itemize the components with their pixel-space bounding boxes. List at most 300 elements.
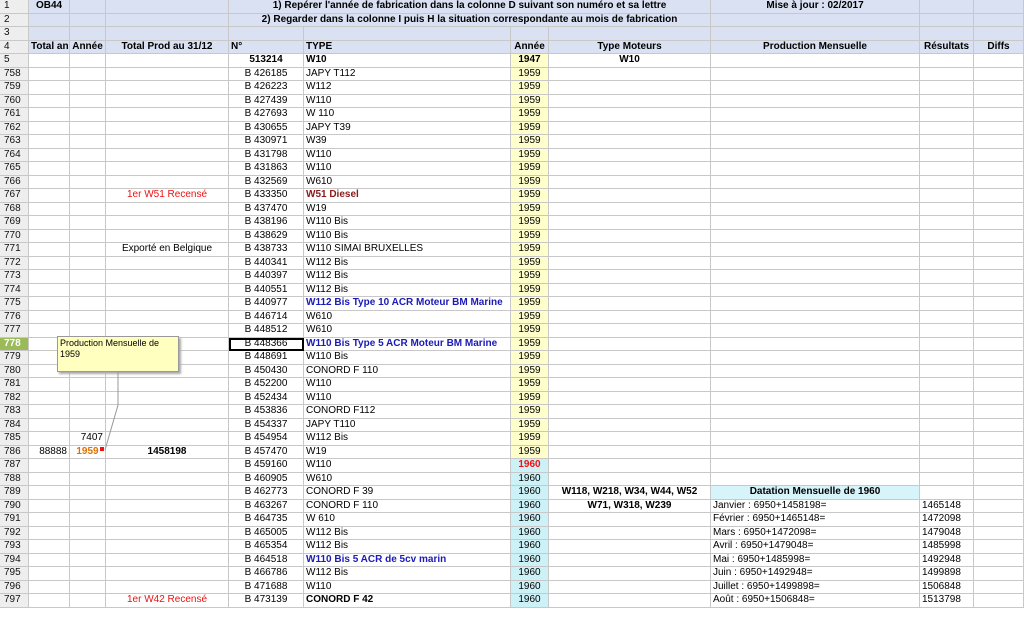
number-cell[interactable]: B 446714 bbox=[229, 311, 304, 325]
result-cell[interactable]: 1506848 bbox=[920, 581, 974, 595]
result-cell[interactable] bbox=[920, 324, 974, 338]
year-total-cell[interactable] bbox=[70, 149, 106, 163]
diff-cell[interactable] bbox=[974, 338, 1024, 352]
year-total-cell[interactable] bbox=[70, 567, 106, 581]
total-prod-cell[interactable] bbox=[106, 162, 229, 176]
row-header[interactable]: 781 bbox=[0, 378, 29, 392]
type-cell[interactable]: W112 Bis bbox=[304, 270, 511, 284]
total-year-cell[interactable] bbox=[29, 122, 70, 136]
number-cell[interactable]: B 426223 bbox=[229, 81, 304, 95]
type-cell[interactable]: W112 Bis bbox=[304, 432, 511, 446]
year-cell[interactable]: 1960 bbox=[511, 554, 549, 568]
year-cell[interactable]: 1959 bbox=[511, 365, 549, 379]
diff-cell[interactable] bbox=[974, 257, 1024, 271]
year-cell[interactable]: 1959 bbox=[511, 230, 549, 244]
engine-type-cell[interactable] bbox=[549, 392, 711, 406]
year-cell[interactable]: 1959 bbox=[511, 68, 549, 82]
result-cell[interactable]: 1472098 bbox=[920, 513, 974, 527]
diff-cell[interactable] bbox=[974, 554, 1024, 568]
total-year-cell[interactable] bbox=[29, 392, 70, 406]
row-header[interactable]: 779 bbox=[0, 351, 29, 365]
type-cell[interactable]: W112 Bis bbox=[304, 567, 511, 581]
engine-type-cell[interactable] bbox=[549, 405, 711, 419]
year-cell[interactable]: 1959 bbox=[511, 405, 549, 419]
year-total-cell[interactable] bbox=[70, 203, 106, 217]
monthly-production-cell[interactable]: Datation Mensuelle de 1960 bbox=[711, 486, 920, 500]
engine-type-cell[interactable] bbox=[549, 351, 711, 365]
number-cell[interactable]: B 460905 bbox=[229, 473, 304, 487]
row-header[interactable]: 773 bbox=[0, 270, 29, 284]
cell[interactable] bbox=[549, 27, 711, 41]
row-header[interactable]: 4 bbox=[0, 41, 29, 55]
engine-type-cell[interactable] bbox=[549, 527, 711, 541]
total-year-cell[interactable] bbox=[29, 540, 70, 554]
year-total-cell[interactable] bbox=[70, 270, 106, 284]
total-year-cell[interactable] bbox=[29, 135, 70, 149]
engine-type-cell[interactable] bbox=[549, 230, 711, 244]
year-total-cell[interactable] bbox=[70, 459, 106, 473]
year-total-cell[interactable] bbox=[70, 513, 106, 527]
engine-type-cell[interactable]: W71, W318, W239 bbox=[549, 500, 711, 514]
total-year-cell[interactable]: 88888 bbox=[29, 446, 70, 460]
total-prod-cell[interactable] bbox=[106, 419, 229, 433]
type-cell[interactable]: W110 bbox=[304, 378, 511, 392]
total-year-cell[interactable] bbox=[29, 554, 70, 568]
row-header[interactable]: 763 bbox=[0, 135, 29, 149]
diff-cell[interactable] bbox=[974, 378, 1024, 392]
monthly-production-cell[interactable] bbox=[711, 419, 920, 433]
diff-cell[interactable] bbox=[974, 270, 1024, 284]
year-cell[interactable]: 1960 bbox=[511, 513, 549, 527]
result-cell[interactable] bbox=[920, 392, 974, 406]
type-cell[interactable]: W110 SIMAI BRUXELLES bbox=[304, 243, 511, 257]
column-header[interactable]: Résultats bbox=[920, 41, 974, 55]
diff-cell[interactable] bbox=[974, 500, 1024, 514]
diff-cell[interactable] bbox=[974, 486, 1024, 500]
engine-type-cell[interactable] bbox=[549, 149, 711, 163]
diff-cell[interactable] bbox=[974, 81, 1024, 95]
row-header[interactable]: 796 bbox=[0, 581, 29, 595]
type-cell[interactable]: W112 Bis bbox=[304, 257, 511, 271]
cell[interactable] bbox=[29, 27, 70, 41]
monthly-production-cell[interactable]: Juin : 6950+1492948= bbox=[711, 567, 920, 581]
diff-cell[interactable] bbox=[974, 567, 1024, 581]
engine-type-cell[interactable] bbox=[549, 176, 711, 190]
total-year-cell[interactable] bbox=[29, 432, 70, 446]
monthly-production-cell[interactable] bbox=[711, 459, 920, 473]
year-cell[interactable]: 1959 bbox=[511, 203, 549, 217]
row-header[interactable]: 785 bbox=[0, 432, 29, 446]
type-cell[interactable]: W110 Bis bbox=[304, 216, 511, 230]
column-header[interactable]: Diffs bbox=[974, 41, 1024, 55]
number-cell[interactable]: B 463267 bbox=[229, 500, 304, 514]
type-cell[interactable]: W112 Bis Type 10 ACR Moteur BM Marine bbox=[304, 297, 511, 311]
row-header[interactable]: 2 bbox=[0, 14, 29, 28]
result-cell[interactable] bbox=[920, 108, 974, 122]
total-prod-cell[interactable] bbox=[106, 270, 229, 284]
type-cell[interactable]: W610 bbox=[304, 324, 511, 338]
year-cell[interactable]: 1959 bbox=[511, 189, 549, 203]
type-cell[interactable]: W19 bbox=[304, 446, 511, 460]
number-cell[interactable]: B 427439 bbox=[229, 95, 304, 109]
row-header[interactable]: 5 bbox=[0, 54, 29, 68]
total-prod-cell[interactable] bbox=[106, 378, 229, 392]
year-cell[interactable]: 1959 bbox=[511, 162, 549, 176]
row-header[interactable]: 792 bbox=[0, 527, 29, 541]
number-cell[interactable]: B 440551 bbox=[229, 284, 304, 298]
number-cell[interactable]: B 426185 bbox=[229, 68, 304, 82]
year-total-cell[interactable] bbox=[70, 540, 106, 554]
note-cell[interactable]: Exporté en Belgique bbox=[106, 243, 229, 257]
monthly-production-cell[interactable] bbox=[711, 432, 920, 446]
total-year-cell[interactable] bbox=[29, 459, 70, 473]
result-cell[interactable] bbox=[920, 284, 974, 298]
number-cell[interactable]: B 440977 bbox=[229, 297, 304, 311]
type-cell[interactable]: W610 bbox=[304, 176, 511, 190]
total-year-cell[interactable] bbox=[29, 257, 70, 271]
sheet-id-cell[interactable]: OB44 bbox=[29, 0, 70, 14]
total-prod-cell[interactable] bbox=[106, 459, 229, 473]
total-year-cell[interactable] bbox=[29, 216, 70, 230]
total-prod-cell[interactable] bbox=[106, 176, 229, 190]
total-year-cell[interactable] bbox=[29, 513, 70, 527]
row-header[interactable]: 768 bbox=[0, 203, 29, 217]
year-total-cell[interactable] bbox=[70, 500, 106, 514]
total-year-cell[interactable] bbox=[29, 378, 70, 392]
total-year-cell[interactable] bbox=[29, 149, 70, 163]
year-cell[interactable]: 1959 bbox=[511, 81, 549, 95]
diff-cell[interactable] bbox=[974, 365, 1024, 379]
monthly-production-cell[interactable] bbox=[711, 95, 920, 109]
column-header[interactable]: Année bbox=[511, 41, 549, 55]
diff-cell[interactable] bbox=[974, 446, 1024, 460]
result-cell[interactable] bbox=[920, 311, 974, 325]
total-prod-cell[interactable] bbox=[106, 135, 229, 149]
result-cell[interactable] bbox=[920, 68, 974, 82]
monthly-production-cell[interactable] bbox=[711, 176, 920, 190]
number-cell[interactable]: B 457470 bbox=[229, 446, 304, 460]
result-cell[interactable] bbox=[920, 446, 974, 460]
number-cell[interactable]: B 473139 bbox=[229, 594, 304, 608]
year-cell[interactable]: 1960 bbox=[511, 473, 549, 487]
column-header[interactable]: Production Mensuelle bbox=[711, 41, 920, 55]
diff-cell[interactable] bbox=[974, 176, 1024, 190]
monthly-production-cell[interactable] bbox=[711, 392, 920, 406]
cell[interactable] bbox=[711, 27, 920, 41]
year-cell[interactable]: 1959 bbox=[511, 257, 549, 271]
year-cell[interactable]: 1959 bbox=[511, 392, 549, 406]
year-cell[interactable]: 1959 bbox=[511, 284, 549, 298]
type-cell[interactable]: CONORD F 110 bbox=[304, 365, 511, 379]
total-year-cell[interactable] bbox=[29, 108, 70, 122]
result-cell[interactable] bbox=[920, 486, 974, 500]
column-header[interactable]: Année bbox=[70, 41, 106, 55]
row-header[interactable]: 778 bbox=[0, 338, 29, 352]
engine-type-cell[interactable] bbox=[549, 162, 711, 176]
result-cell[interactable] bbox=[920, 189, 974, 203]
monthly-production-cell[interactable] bbox=[711, 135, 920, 149]
monthly-production-cell[interactable]: Juillet : 6950+1499898= bbox=[711, 581, 920, 595]
diff-cell[interactable] bbox=[974, 95, 1024, 109]
total-prod-cell[interactable] bbox=[106, 95, 229, 109]
type-cell[interactable]: W610 bbox=[304, 473, 511, 487]
row-header[interactable]: 759 bbox=[0, 81, 29, 95]
engine-type-cell[interactable] bbox=[549, 432, 711, 446]
type-cell[interactable]: W112 Bis bbox=[304, 540, 511, 554]
year-total-cell[interactable]: 7407 bbox=[70, 432, 106, 446]
cell[interactable] bbox=[29, 14, 70, 28]
monthly-production-cell[interactable] bbox=[711, 297, 920, 311]
engine-type-cell[interactable] bbox=[549, 324, 711, 338]
year-total-cell[interactable] bbox=[70, 95, 106, 109]
row-header[interactable]: 774 bbox=[0, 284, 29, 298]
engine-type-cell[interactable] bbox=[549, 513, 711, 527]
result-cell[interactable] bbox=[920, 351, 974, 365]
total-prod-cell[interactable] bbox=[106, 432, 229, 446]
row-header[interactable]: 788 bbox=[0, 473, 29, 487]
row-header[interactable]: 791 bbox=[0, 513, 29, 527]
row-header[interactable]: 782 bbox=[0, 392, 29, 406]
total-year-cell[interactable] bbox=[29, 189, 70, 203]
number-cell[interactable]: B 465354 bbox=[229, 540, 304, 554]
number-cell[interactable]: B 438196 bbox=[229, 216, 304, 230]
type-cell[interactable]: W110 bbox=[304, 162, 511, 176]
year-cell[interactable]: 1947 bbox=[511, 54, 549, 68]
year-cell[interactable]: 1959 bbox=[511, 122, 549, 136]
diff-cell[interactable] bbox=[974, 203, 1024, 217]
monthly-production-cell[interactable] bbox=[711, 189, 920, 203]
monthly-production-cell[interactable] bbox=[711, 324, 920, 338]
instruction-line-1[interactable]: 1) Repérer l'année de fabrication dans la colonne D suivant son numéro et sa lettre bbox=[229, 0, 711, 14]
cell[interactable] bbox=[70, 14, 106, 28]
year-cell[interactable]: 1959 bbox=[511, 378, 549, 392]
number-cell[interactable]: B 431798 bbox=[229, 149, 304, 163]
engine-type-cell[interactable] bbox=[549, 311, 711, 325]
diff-cell[interactable] bbox=[974, 311, 1024, 325]
monthly-production-cell[interactable] bbox=[711, 203, 920, 217]
monthly-production-cell[interactable] bbox=[711, 149, 920, 163]
type-cell[interactable]: W19 bbox=[304, 203, 511, 217]
result-cell[interactable] bbox=[920, 95, 974, 109]
year-total-cell[interactable] bbox=[70, 81, 106, 95]
number-cell[interactable]: B 437470 bbox=[229, 203, 304, 217]
type-cell[interactable]: W610 bbox=[304, 311, 511, 325]
total-prod-cell[interactable] bbox=[106, 81, 229, 95]
total-year-cell[interactable] bbox=[29, 95, 70, 109]
cell[interactable] bbox=[106, 27, 229, 41]
monthly-production-cell[interactable] bbox=[711, 68, 920, 82]
column-header[interactable]: Total an bbox=[29, 41, 70, 55]
monthly-production-cell[interactable] bbox=[711, 405, 920, 419]
year-total-cell[interactable] bbox=[70, 554, 106, 568]
year-total-cell[interactable] bbox=[70, 311, 106, 325]
type-cell[interactable]: CONORD F 110 bbox=[304, 500, 511, 514]
number-cell[interactable]: B 453836 bbox=[229, 405, 304, 419]
cell[interactable] bbox=[920, 27, 974, 41]
row-header[interactable]: 784 bbox=[0, 419, 29, 433]
total-prod-cell[interactable] bbox=[106, 513, 229, 527]
monthly-production-cell[interactable] bbox=[711, 257, 920, 271]
number-cell[interactable]: B 452200 bbox=[229, 378, 304, 392]
monthly-production-cell[interactable]: Août : 6950+1506848= bbox=[711, 594, 920, 608]
year-total-cell[interactable] bbox=[70, 486, 106, 500]
monthly-production-cell[interactable] bbox=[711, 338, 920, 352]
row-header[interactable]: 789 bbox=[0, 486, 29, 500]
number-cell[interactable]: B 427693 bbox=[229, 108, 304, 122]
year-total-cell[interactable] bbox=[70, 257, 106, 271]
total-year-cell[interactable] bbox=[29, 419, 70, 433]
diff-cell[interactable] bbox=[974, 230, 1024, 244]
year-cell[interactable]: 1959 bbox=[511, 311, 549, 325]
type-cell[interactable]: JAPY T39 bbox=[304, 122, 511, 136]
type-cell[interactable]: W110 Bis 5 ACR de 5cv marin bbox=[304, 554, 511, 568]
result-cell[interactable]: 1513798 bbox=[920, 594, 974, 608]
monthly-production-cell[interactable] bbox=[711, 284, 920, 298]
engine-type-cell[interactable] bbox=[549, 338, 711, 352]
total-year-cell[interactable] bbox=[29, 203, 70, 217]
diff-cell[interactable] bbox=[974, 459, 1024, 473]
year-cell[interactable]: 1959 bbox=[511, 351, 549, 365]
total-prod-cell[interactable] bbox=[106, 257, 229, 271]
row-header[interactable]: 780 bbox=[0, 365, 29, 379]
cell[interactable] bbox=[974, 27, 1024, 41]
row-header[interactable]: 777 bbox=[0, 324, 29, 338]
monthly-production-cell[interactable] bbox=[711, 270, 920, 284]
note-cell[interactable]: 1er W51 Recensé bbox=[106, 189, 229, 203]
cell[interactable] bbox=[974, 54, 1024, 68]
engine-type-cell[interactable] bbox=[549, 554, 711, 568]
total-year-cell[interactable] bbox=[29, 81, 70, 95]
total-year-cell[interactable] bbox=[29, 270, 70, 284]
diff-cell[interactable] bbox=[974, 540, 1024, 554]
cell[interactable] bbox=[304, 27, 511, 41]
row-header[interactable]: 769 bbox=[0, 216, 29, 230]
year-cell[interactable]: 1959 bbox=[511, 419, 549, 433]
engine-type-cell[interactable] bbox=[549, 419, 711, 433]
monthly-production-cell[interactable]: Mai : 6950+1485998= bbox=[711, 554, 920, 568]
result-cell[interactable] bbox=[920, 81, 974, 95]
engine-type-cell[interactable] bbox=[549, 68, 711, 82]
total-prod-cell[interactable] bbox=[106, 297, 229, 311]
number-cell[interactable]: B 462773 bbox=[229, 486, 304, 500]
monthly-production-cell[interactable]: Mars : 6950+1472098= bbox=[711, 527, 920, 541]
total-prod-cell[interactable] bbox=[106, 216, 229, 230]
number-cell[interactable]: B 440397 bbox=[229, 270, 304, 284]
engine-type-cell[interactable] bbox=[549, 594, 711, 608]
total-prod-cell[interactable] bbox=[106, 122, 229, 136]
year-total-cell[interactable] bbox=[70, 189, 106, 203]
result-cell[interactable] bbox=[920, 459, 974, 473]
year-total-cell[interactable] bbox=[70, 243, 106, 257]
result-cell[interactable] bbox=[920, 405, 974, 419]
total-prod-cell[interactable] bbox=[106, 284, 229, 298]
number-cell[interactable]: B 454337 bbox=[229, 419, 304, 433]
year-cell[interactable]: 1959 bbox=[511, 135, 549, 149]
monthly-production-cell[interactable] bbox=[711, 365, 920, 379]
result-cell[interactable] bbox=[920, 135, 974, 149]
year-total-cell[interactable] bbox=[70, 581, 106, 595]
type-cell[interactable]: W110 bbox=[304, 392, 511, 406]
number-cell[interactable]: B 440341 bbox=[229, 257, 304, 271]
number-cell[interactable]: B 459160 bbox=[229, 459, 304, 473]
engine-type-cell[interactable] bbox=[549, 216, 711, 230]
number-cell[interactable]: B 438733 bbox=[229, 243, 304, 257]
type-cell[interactable]: W112 Bis bbox=[304, 527, 511, 541]
cell[interactable] bbox=[920, 0, 974, 14]
type-cell[interactable]: W110 bbox=[304, 459, 511, 473]
number-cell[interactable]: B 448366 bbox=[229, 338, 304, 352]
engine-type-cell[interactable] bbox=[549, 270, 711, 284]
row-header[interactable]: 794 bbox=[0, 554, 29, 568]
instruction-line-2[interactable]: 2) Regarder dans la colonne I puis H la situation correspondante au mois de fabrication bbox=[229, 14, 711, 28]
total-prod-cell[interactable] bbox=[106, 311, 229, 325]
total-prod-cell[interactable] bbox=[106, 486, 229, 500]
monthly-production-cell[interactable]: Janvier : 6950+1458198= bbox=[711, 500, 920, 514]
year-total-cell[interactable] bbox=[70, 108, 106, 122]
engine-type-cell[interactable] bbox=[549, 257, 711, 271]
result-cell[interactable] bbox=[920, 203, 974, 217]
number-cell[interactable]: B 471688 bbox=[229, 581, 304, 595]
type-cell[interactable]: CONORD F112 bbox=[304, 405, 511, 419]
diff-cell[interactable] bbox=[974, 473, 1024, 487]
diff-cell[interactable] bbox=[974, 122, 1024, 136]
result-cell[interactable]: 1485998 bbox=[920, 540, 974, 554]
column-header[interactable]: TYPE bbox=[304, 41, 511, 55]
result-cell[interactable] bbox=[920, 419, 974, 433]
year-total-cell[interactable] bbox=[70, 135, 106, 149]
year-cell[interactable]: 1959 bbox=[511, 297, 549, 311]
row-header[interactable]: 772 bbox=[0, 257, 29, 271]
total-prod-cell[interactable]: 1458198 bbox=[106, 446, 229, 460]
year-cell[interactable]: 1960 bbox=[511, 594, 549, 608]
engine-type-cell[interactable] bbox=[549, 243, 711, 257]
total-year-cell[interactable] bbox=[29, 567, 70, 581]
cell[interactable] bbox=[106, 14, 229, 28]
year-total-cell[interactable] bbox=[70, 230, 106, 244]
row-header[interactable]: 790 bbox=[0, 500, 29, 514]
year-cell[interactable]: 1960 bbox=[511, 581, 549, 595]
total-year-cell[interactable] bbox=[29, 284, 70, 298]
year-total-cell[interactable] bbox=[70, 297, 106, 311]
total-year-cell[interactable] bbox=[29, 230, 70, 244]
diff-cell[interactable] bbox=[974, 419, 1024, 433]
engine-type-cell[interactable] bbox=[549, 108, 711, 122]
cell[interactable] bbox=[70, 0, 106, 14]
year-cell[interactable]: 1959 bbox=[511, 324, 549, 338]
cell[interactable] bbox=[106, 54, 229, 68]
engine-type-cell[interactable] bbox=[549, 459, 711, 473]
row-header[interactable]: 795 bbox=[0, 567, 29, 581]
year-total-cell[interactable] bbox=[70, 216, 106, 230]
engine-type-cell[interactable]: W10 bbox=[549, 54, 711, 68]
type-cell[interactable]: W110 Bis bbox=[304, 351, 511, 365]
diff-cell[interactable] bbox=[974, 581, 1024, 595]
total-year-cell[interactable] bbox=[29, 405, 70, 419]
row-header[interactable]: 783 bbox=[0, 405, 29, 419]
type-cell[interactable]: W51 Diesel bbox=[304, 189, 511, 203]
diff-cell[interactable] bbox=[974, 149, 1024, 163]
cell[interactable] bbox=[106, 0, 229, 14]
engine-type-cell[interactable] bbox=[549, 284, 711, 298]
number-cell[interactable]: B 438629 bbox=[229, 230, 304, 244]
result-cell[interactable] bbox=[920, 338, 974, 352]
cell[interactable] bbox=[70, 54, 106, 68]
year-cell[interactable]: 1960 bbox=[511, 500, 549, 514]
type-cell[interactable]: W110 bbox=[304, 581, 511, 595]
monthly-production-cell[interactable] bbox=[711, 122, 920, 136]
total-year-cell[interactable] bbox=[29, 594, 70, 608]
row-header[interactable]: 764 bbox=[0, 149, 29, 163]
